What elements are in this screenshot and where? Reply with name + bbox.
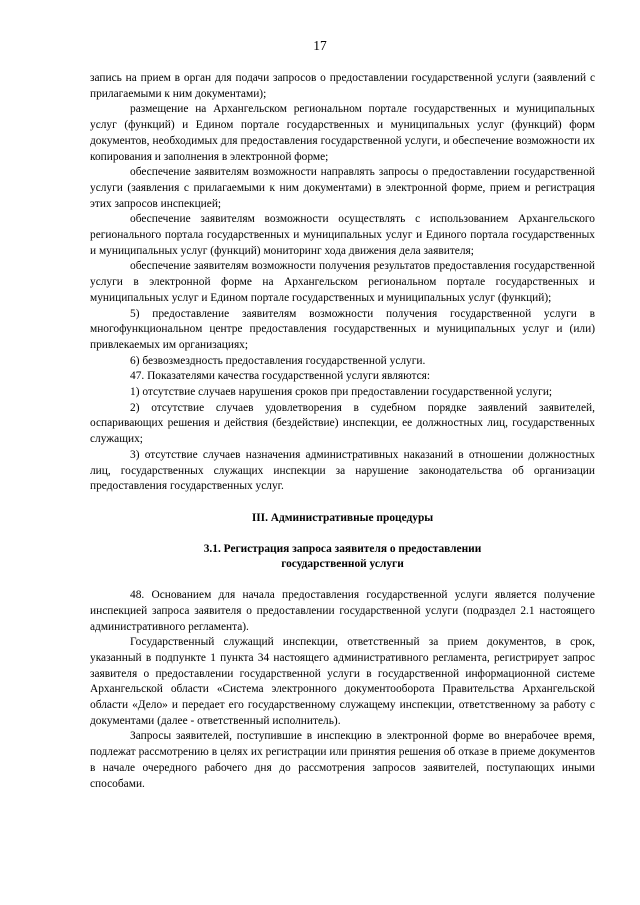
paragraph: 6) безвозмездность предоставления государственной услуги. — [130, 354, 426, 367]
paragraph: 1) отсутствие случаев нарушения сроков при предоставлении государственной услуги; — [130, 386, 553, 399]
sub-heading-line: 3.1. Регистрация запроса заявителя о предоставлении — [203, 542, 482, 555]
paragraph: 47. Показателями качества государственной услуги являются: — [130, 370, 431, 383]
paragraph: Государственный служащий инспекции, ответственный за прием документов, в срок, указанный в подпункте 1 пункта 34 настоящего административного регламента, регистрирует запрос заявителя о предоставлении государственной услуги в государственной информационной системе Архангельской области «Система электронного документооборота Правительства Архангельской области «Дело» и передает его государственному служащему инспекции, ответственному за работу с документами (далее - ответственный исполнитель). — [90, 636, 595, 727]
paragraph: 48. Основанием для начала предоставления государственной услуги является получение инспекцией запроса заявителя о предоставлении государственной услуги (подраздел 2.1 настоящего административного регламента). — [90, 589, 595, 633]
paragraph: обеспечение заявителям возможности осуществлять с использованием Архангельского регионального портала государственных и муниципальных услуг и Единого портала государственных и муниципальных услуг (функций) мониторинг хода движения дела заявителя; — [90, 213, 595, 257]
page-number: 17 — [313, 38, 327, 53]
paragraph: 5) предоставление заявителям возможности получения государственной услуги в многофункциональном центре предоставления государственных и муниципальных услуг и (или) привлекаемых им организациях; — [90, 307, 595, 351]
sub-heading — [90, 542, 595, 572]
section-heading: III. Административные процедуры — [251, 511, 434, 524]
paragraph: запись на прием в орган для подачи запросов о предоставлении государственной услуги (заявлений с прилагаемыми к ним документами); — [90, 72, 595, 100]
paragraph: обеспечение заявителям возможности направлять запросы о предоставлении государственной услуги (заявления с прилагаемыми к ним документами) в электронной форме, прием и регистрация этих запросов инспекцией; — [90, 166, 595, 210]
paragraph: 2) отсутствие случаев удовлетворения в судебном порядке заявлений заявителей, оспаривающих решения и действия (бездействие) инспекции, ее должностных лиц, государственных служащих; — [90, 401, 595, 446]
paragraph: 3) отсутствие случаев назначения административных наказаний в отношении должностных лиц, государственных служащих инспекции за нарушение законодательства об организации предоставления государственных услуг. — [90, 448, 595, 493]
paragraph: обеспечение заявителям возможности получения результатов предоставления государственной услуги в электронной форме на Архангельском региональном портале государственных и муниципальных услуг и Едином портале государственных и муниципальных услуг (функций); — [90, 260, 595, 304]
sub-heading-line: государственной услуги — [281, 557, 404, 570]
paragraph: размещение на Архангельском региональном портале государственных и муниципальных услуг (функций) и Едином портале государственных и муниципальных услуг (функций) форм документов, необходимых для предоставления государственной услуги, и обеспечение возможности их копирования и заполнения в электронной форме; — [90, 103, 595, 163]
document-body — [90, 71, 595, 792]
paragraph: Запросы заявителей, поступившие в инспекцию в электронной форме во внерабочее время, подлежат рассмотрению в целях их регистрации или принятия решения об отказе в приеме документов в начале очередного рабочего дня до рассмотрения запросов заявителей, поступающих иными способами. — [90, 730, 595, 790]
